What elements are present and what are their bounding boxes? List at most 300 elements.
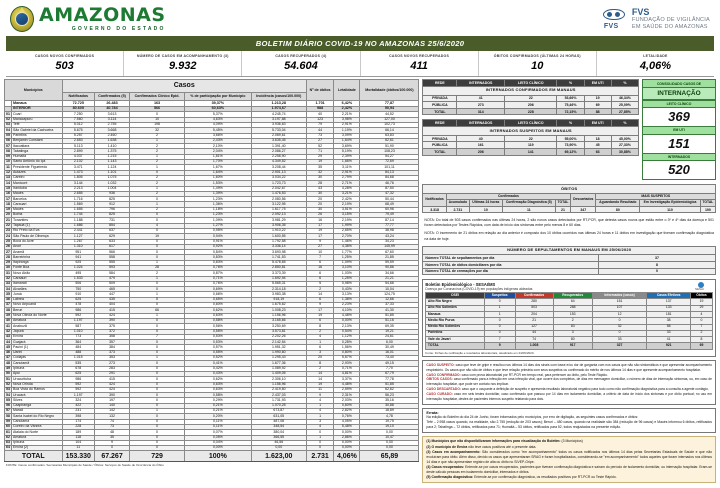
cell-5: 27,85%	[611, 108, 638, 115]
cell-2: 1.473	[62, 170, 94, 175]
cell-0: 05	[6, 132, 10, 137]
cell-9: 50,44	[360, 197, 419, 202]
cell-2: 1.127	[62, 234, 94, 239]
cell-1: Careiro	[12, 175, 63, 180]
cell-3: 0	[95, 446, 130, 451]
cell-4: 45	[584, 142, 611, 149]
cell-4: 0	[130, 170, 185, 175]
cell-1: Santa Isabel do Rio Negro	[12, 414, 63, 419]
dsei-cell-1: 0	[484, 330, 515, 336]
cell-8: 2,03%	[334, 398, 360, 403]
cell-0: 63	[6, 440, 10, 445]
cell-2: 484	[62, 345, 94, 350]
cell-7: 6	[306, 318, 333, 323]
cell-4: 0	[130, 414, 185, 419]
cell-7: 19	[306, 228, 333, 233]
cell-3: 390	[95, 318, 130, 323]
cell-9: 12,66	[360, 297, 419, 302]
cell-1: 161	[457, 142, 505, 149]
cell-6: 2.069,61	[251, 133, 306, 138]
cell-0: 36	[6, 297, 10, 302]
cell-8: 1,25%	[334, 255, 360, 260]
cell-6: 1.295,43	[251, 356, 306, 361]
cell-3: 390	[95, 393, 130, 398]
cell-5: 0,21%	[185, 409, 252, 414]
cell-9: 43,24	[360, 234, 419, 239]
cell-2: 5.012	[62, 122, 94, 127]
dsei-cell-2: 74	[515, 337, 553, 343]
cell-9: 62,62	[360, 387, 419, 392]
cell-9: 19,10	[360, 424, 419, 429]
cell-1: Fonte Boa	[12, 266, 63, 271]
cell-3: 73,90%	[557, 142, 584, 149]
internados-suspeitos-table	[422, 119, 639, 155]
note-text: não teve casos positivos até o presente data.	[467, 444, 537, 449]
cell-6: 3.122,95	[251, 202, 306, 207]
cell-3: 373	[95, 350, 130, 355]
cell-7: 73	[306, 133, 333, 138]
cell-5: 1,67%	[185, 165, 252, 170]
cell-0: 03	[6, 122, 10, 127]
dsei-cell-6: 8	[690, 337, 712, 343]
cell-9: 77,77	[360, 223, 419, 228]
cell-9: 102,73	[360, 122, 419, 127]
cell-9: 54,27	[360, 154, 419, 159]
cell-0: 37	[6, 302, 10, 307]
cell-6: 3.635,45	[251, 138, 306, 143]
cell-1: Maués	[12, 191, 63, 196]
cell-8: 0,54%	[334, 329, 360, 334]
obitos-cell-3: 11	[502, 206, 555, 213]
cell-0: 28	[6, 254, 10, 259]
cell-7: 17	[306, 234, 333, 239]
cell-9: 34,23	[360, 239, 419, 244]
cell-9: 66,14	[360, 128, 419, 133]
total-cell-3: 729	[130, 451, 185, 462]
cell-5: 46,34%	[611, 95, 638, 102]
cell-3: 1.410	[95, 144, 130, 149]
sepultamento-label: Número TOTAL de sepultamentos por dia	[423, 255, 599, 262]
cell-1: Coari	[12, 112, 63, 117]
note-text: Entende-se por confirmação diagnóstica, os resultados positivos por RT-PCR ou Teste Rápido.	[473, 475, 617, 480]
state-name: AMAZONAS	[39, 4, 166, 26]
dsei-subtitle: Doença por Coronavírus (COVID-19) em populações indígenas aldeadas	[425, 287, 533, 292]
internacao-item-value-0: 369	[643, 108, 715, 126]
cell-9: 62,61	[360, 138, 419, 143]
sepultamento-row	[423, 268, 716, 275]
cell-6: 5.565,31	[251, 281, 306, 286]
municipality-total-row	[5, 451, 419, 462]
cell-4: 0	[130, 446, 185, 451]
cell-6: 1.617,75	[251, 207, 306, 212]
cell-4: 0	[130, 345, 185, 350]
cell-8: 1,38%	[334, 297, 360, 302]
cell-6: 3.373,39	[251, 271, 306, 276]
cell-7: 1	[306, 414, 333, 419]
dsei-cell-2: 44	[515, 330, 553, 336]
cell-5: 4,09%	[185, 122, 252, 127]
cell-0: PRIVADA	[423, 135, 457, 142]
dsei-cell-4: 0	[592, 330, 647, 336]
definition-term: ÓBITOS CASOS:	[426, 377, 454, 382]
cell-3: 55,00%	[557, 135, 584, 142]
numbered-note-3	[426, 465, 712, 475]
cell-7: 9	[306, 239, 333, 244]
cell-5: 0,71%	[185, 276, 252, 281]
cell-8: 1,66%	[334, 160, 360, 165]
cell-5: 1,09%	[185, 218, 252, 223]
cell-0: 18	[6, 201, 10, 206]
cell-1: Borba	[12, 213, 63, 218]
cell-5: 0,55%	[185, 329, 252, 334]
cell-6: 1.990,60	[251, 350, 306, 355]
obitos-data-row	[423, 206, 716, 213]
dsei-cell-3: 2	[553, 318, 592, 324]
cell-0: 52	[6, 381, 10, 386]
obitos-table	[422, 184, 716, 213]
cell-7: 30	[306, 175, 333, 180]
cell-2: 587	[62, 324, 94, 329]
cell-0: 11	[6, 164, 10, 169]
cell-1: São Paulo de Olivença	[12, 234, 63, 239]
cell-3: 142	[95, 409, 130, 414]
cell-9: 18,89	[360, 409, 419, 414]
cell-4: 63	[584, 149, 611, 156]
cell-9: 6,00	[360, 340, 419, 345]
cell-0: 14	[6, 180, 10, 185]
cell-6: 3.983,38	[251, 292, 306, 297]
cell-7: 10	[306, 250, 333, 255]
cell-2: 118	[62, 435, 94, 440]
cell-3: 1.375	[95, 149, 130, 154]
cell-1: Manaus	[12, 101, 63, 106]
cell-9: 19,21	[360, 329, 419, 334]
cell-6: 1.600,55	[251, 234, 306, 239]
kpi-0	[6, 51, 124, 76]
sepultamentos-table	[422, 246, 716, 276]
cell-2: 228	[505, 108, 557, 115]
dsei-cell-4: 0	[592, 318, 647, 324]
cell-2: 495	[62, 271, 94, 276]
internacao-box-header: CONSOLIDADO CASOS DE	[643, 80, 715, 88]
cell-4: 0	[130, 419, 185, 424]
dsei-cell-3: 80	[553, 337, 592, 343]
internados-confirmados-col-1: INTERNADOS	[457, 80, 505, 87]
dsei-cell-2: 280	[515, 299, 553, 305]
cell-1: Maués	[12, 207, 63, 212]
cell-5: 0,76%	[185, 281, 252, 286]
internados-confirmados-col-5: %	[611, 80, 638, 87]
cell-2: 4.037	[62, 154, 94, 159]
cell-5: 0,76%	[185, 266, 252, 271]
municipality-table-source: FONTE: Casos confirmados: Secretarias Municipais de Saúde / Óbitos: Serviços de Saúde de Ocorrência do Óbito	[6, 463, 164, 468]
cell-4: 0	[130, 324, 185, 329]
cell-3: 617	[95, 244, 130, 249]
kpi-label: CASOS NOVOS RECUPERADOS	[389, 54, 450, 58]
cell-1: Ipixuna	[12, 366, 63, 371]
cell-5: 0,65%	[185, 297, 252, 302]
cell-6: 5.478,65	[251, 260, 306, 265]
cell-5: 0,11%	[185, 424, 252, 429]
cell-7: 123	[306, 117, 333, 122]
internados-confirmados-body	[423, 95, 639, 115]
cell-0: 56	[6, 403, 10, 408]
cell-2: 80.605	[62, 106, 94, 111]
cell-4: 66	[130, 308, 185, 313]
cell-2: 2.655	[62, 191, 94, 196]
cell-4: 0	[130, 228, 185, 233]
cell-2: 11	[62, 446, 94, 451]
cell-1: Tapauá (1)	[12, 223, 63, 228]
cell-9: 84,13	[360, 170, 419, 175]
cell-9: 51,85	[360, 313, 419, 318]
cell-1: 41	[457, 95, 505, 102]
cell-1: Ipixuna	[12, 440, 63, 445]
cell-1: Manacapuru	[12, 117, 63, 122]
cell-3: 75,46%	[557, 102, 584, 109]
cell-0: 61	[6, 429, 10, 434]
cell-8: 4,10%	[334, 308, 360, 313]
cell-9: 44,52	[360, 112, 419, 117]
cell-5: 4,63%	[185, 117, 252, 122]
cell-6: 1.476,53	[251, 191, 306, 196]
cell-3: 555	[95, 260, 130, 265]
cell-8: 1,25%	[334, 276, 360, 281]
cell-3: 1.101	[95, 170, 130, 175]
cell-7: 4	[306, 424, 333, 429]
cell-9: 50,94	[360, 106, 419, 111]
cell-9: 108,23	[360, 149, 419, 154]
cell-7: 6	[306, 260, 333, 265]
cell-1: Manicoré	[12, 181, 63, 186]
cell-6: 3.693,98	[251, 250, 306, 255]
cell-6: 1.156,96	[251, 382, 306, 387]
fvs-mark-icon	[601, 8, 627, 30]
cell-7: 28	[306, 181, 333, 186]
cell-2: 22	[505, 95, 557, 102]
cell-4: 2	[130, 149, 185, 154]
cell-1: Tabatinga	[12, 149, 63, 154]
sepultamentos-banner: NÚMERO DE SEPULTAMENTOS EM MANAUS EM 25/06/2020	[423, 246, 716, 255]
cell-6: 2.306,10	[251, 377, 306, 382]
cell-5: 0,63%	[185, 382, 252, 387]
cell-3: 479	[95, 276, 130, 281]
cell-5: 5,37%	[185, 112, 252, 117]
cell-2: 2.213	[62, 186, 94, 191]
cell-8: 5,19%	[334, 149, 360, 154]
cell-0: 20	[6, 212, 10, 217]
cell-2: 1.197	[62, 393, 94, 398]
cell-3: 132	[95, 414, 130, 419]
cell-9: 16,01	[360, 350, 419, 355]
cell-9: 90,86	[360, 266, 419, 271]
cell-7: 1	[306, 403, 333, 408]
kpi-label: LETALIDADE	[643, 54, 668, 58]
internados-suspeitos-col-0: REDE	[423, 120, 457, 127]
cell-3: 796	[95, 207, 130, 212]
cell-4: 1	[130, 292, 185, 297]
cell-4: 2	[130, 191, 185, 196]
internacao-box-items	[643, 100, 715, 179]
cell-7: 0	[306, 440, 333, 445]
cell-1: Amaturá	[12, 318, 63, 323]
fvs-line-2: EM SAÚDE DO AMAZONAS	[631, 23, 708, 30]
cell-0: 07	[6, 143, 10, 148]
cell-3: 1.143	[95, 160, 130, 165]
cell-6: 1.213,28	[251, 101, 306, 106]
kpi-2	[242, 51, 360, 76]
cell-3: 140	[95, 403, 130, 408]
cell-4: 0	[130, 387, 185, 392]
cell-2: 228	[62, 424, 94, 429]
cell-8: 4,28%	[334, 186, 360, 191]
dsei-cell-6: 69	[690, 343, 712, 349]
cell-2: 3.471	[62, 165, 94, 170]
cell-9: 10,47	[360, 435, 419, 440]
cell-6: 3.034,22	[251, 175, 306, 180]
cell-3: 53,66%	[557, 95, 584, 102]
internados-suspeitos-col-5: %	[611, 120, 638, 127]
cell-0: PRIVADA	[423, 95, 457, 102]
cell-8: 3,09%	[334, 133, 360, 138]
fvs-line-1: FUNDAÇÃO DE VIGILÂNCIA	[631, 16, 710, 23]
internacao-item-value-1: 151	[643, 135, 715, 153]
dsei-cell-1: 0	[484, 318, 515, 324]
cell-3: 3.668	[95, 128, 130, 133]
cell-8: 2,82%	[334, 409, 360, 414]
obitos-col-notificados: Notificados	[423, 193, 446, 206]
cell-3: 447	[95, 292, 130, 297]
dsei-cell-3: 917	[553, 343, 592, 349]
cell-5: 5,45%	[185, 128, 252, 133]
cell-0: 27	[6, 249, 10, 254]
obitos-grp-confirmados: Confirmados	[446, 193, 570, 200]
cell-1: Apuí	[12, 371, 63, 376]
cell-5: 30,88%	[611, 149, 638, 156]
cell-1: Boca do Acre	[12, 239, 63, 244]
cell-7: 6	[306, 271, 333, 276]
dsei-cell-0: Alto Rio Solimões	[426, 305, 484, 311]
cell-2: 119	[505, 142, 557, 149]
obitos-col-aguardando: Aguardando Resultado	[596, 200, 640, 207]
cell-5: 2,43%	[185, 138, 252, 143]
cell-8: 2,79%	[334, 175, 360, 180]
cell-4: 2	[130, 144, 185, 149]
dsei-cell-2: 204	[515, 311, 553, 317]
table-row	[423, 95, 639, 102]
cell-6: 4.349,52	[251, 160, 306, 165]
cell-9: 84,68	[360, 175, 419, 180]
cell-2: 1.015	[62, 356, 94, 361]
cell-5: 2,10%	[185, 144, 252, 149]
cell-2: 3.144	[62, 181, 94, 186]
dsei-cell-3: 64	[553, 299, 592, 305]
dsei-cell-0: Médio Rio Solimões	[426, 324, 484, 330]
cell-6: 1.409,05	[251, 371, 306, 376]
cell-3: 637	[95, 228, 130, 233]
obitos-cell-5: 347	[571, 206, 596, 213]
cell-2: 941	[62, 255, 94, 260]
dsei-cell-6: 4	[690, 311, 712, 317]
cell-2: 364	[62, 340, 94, 345]
cell-0: 39	[6, 313, 10, 318]
obitos-cell-0: 3.318	[423, 206, 446, 213]
cell-6: 1.792,58	[251, 239, 306, 244]
cell-7: 71	[306, 149, 333, 154]
sepultamento-label: Número TOTAL de óbitos domiciliares por dia	[423, 262, 599, 269]
cell-0: 12	[6, 170, 10, 175]
cell-2: 7.560	[62, 117, 94, 122]
cell-7: 7	[306, 255, 333, 260]
cell-4: 0	[130, 377, 185, 382]
dsei-panel	[422, 279, 716, 356]
cell-2: 951	[62, 250, 94, 255]
cell-9: 87,14	[360, 218, 419, 223]
cell-8: 1,64%	[334, 138, 360, 143]
cell-1: Codajás	[12, 356, 63, 361]
cell-3: 593	[95, 266, 130, 271]
note-marker: (2) O município de Envira	[426, 444, 468, 449]
cell-7: 6	[306, 345, 333, 350]
dsei-cell-2: 127	[515, 324, 553, 330]
total-cell-8: 65,89	[360, 451, 419, 462]
cell-4: 1	[130, 313, 185, 318]
cell-3: 353	[95, 356, 130, 361]
cell-0: 10	[6, 159, 10, 164]
dsei-cell-5: 58	[647, 324, 691, 330]
cell-1: Urucará	[12, 393, 63, 398]
dsei-cell-5: 921	[647, 343, 691, 349]
cell-8: 2,13%	[334, 324, 360, 329]
col-participacao: % de participação por Município	[185, 92, 252, 100]
cell-0: 09	[6, 154, 10, 159]
cell-8: 2,31%	[334, 393, 360, 398]
cell-5: 0,84%	[185, 250, 252, 255]
total-cell-6: 2.731	[306, 451, 333, 462]
cell-2: 925	[62, 260, 94, 265]
table-row	[423, 102, 639, 109]
cell-3: 357	[95, 340, 130, 345]
kpi-value: 4,06%	[639, 60, 672, 73]
dsei-cell-3: 83	[553, 324, 592, 330]
cell-5: 25,09%	[611, 102, 638, 109]
cell-4: 0	[130, 350, 185, 355]
cell-9: 19,75	[360, 419, 419, 424]
cell-3: 1.032	[95, 181, 130, 186]
cell-2: 72.725	[62, 101, 94, 106]
cell-6: 2.258,90	[251, 154, 306, 159]
cell-2: 1.024	[62, 266, 94, 271]
cell-4: 0	[130, 244, 185, 249]
cell-9: 51,90	[360, 144, 419, 149]
cell-3: 509	[95, 281, 130, 286]
cell-5: 1,60%	[185, 175, 252, 180]
cell-0: 23	[6, 228, 10, 233]
cell-2: 104	[62, 440, 94, 445]
cell-1: Amaturá	[12, 435, 63, 440]
dsei-col-4: Informados (casos)	[592, 293, 647, 299]
cell-4: 0	[130, 218, 185, 223]
cell-1: 273	[457, 102, 505, 109]
internados-confirmados-col-3: %	[557, 80, 584, 87]
cell-2: 398	[62, 414, 94, 419]
cell-4: 1	[130, 186, 185, 191]
kpi-4	[479, 51, 597, 76]
cell-8: 3,11%	[334, 165, 360, 170]
cell-1: Alvarães	[12, 287, 63, 292]
dsei-source: Fonte: Fichas de notificação e resultados laboratoriais, atualizado em 24/06/2020.	[425, 350, 535, 355]
cell-3: 566	[95, 250, 130, 255]
